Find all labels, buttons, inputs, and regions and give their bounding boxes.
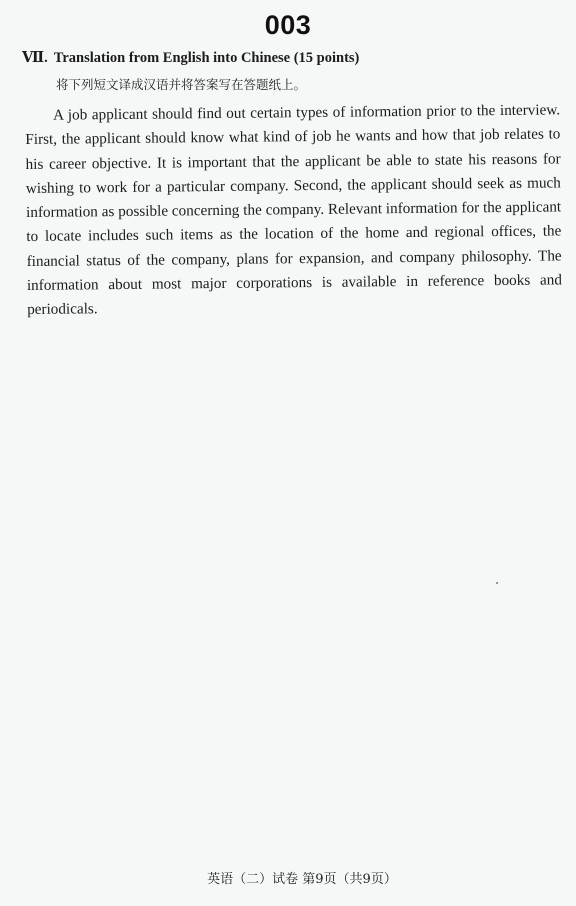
section-instruction: 将下列短文译成汉语并将答案写在答题纸上。 (56, 77, 307, 92)
page-code: 003 (264, 10, 312, 40)
section-header (22, 49, 556, 67)
page-footer: 英语（二）试卷 第9页（共9页） (207, 872, 397, 887)
passage-text: A job applicant should find out certain types of information prior to the interview. First, the applicant should know what kind of job he wants and how that job relates to his career objective. It is important that the applicant be able to state his reasons for wishing to work for a particular company. Second, the applicant should seek as much information as possible concerning the company. Relevant information for the applicant to locate includes such items as the location of the home and regional offices, the financial status of the company, plans for expansion, and company philosophy. The information about most major corporations is available in reference books and periodicals. (25, 101, 562, 319)
scan-speck (496, 582, 498, 584)
section-number: Ⅶ. (22, 50, 48, 66)
section-title: Translation from English into Chinese (15 points) (53, 50, 360, 66)
